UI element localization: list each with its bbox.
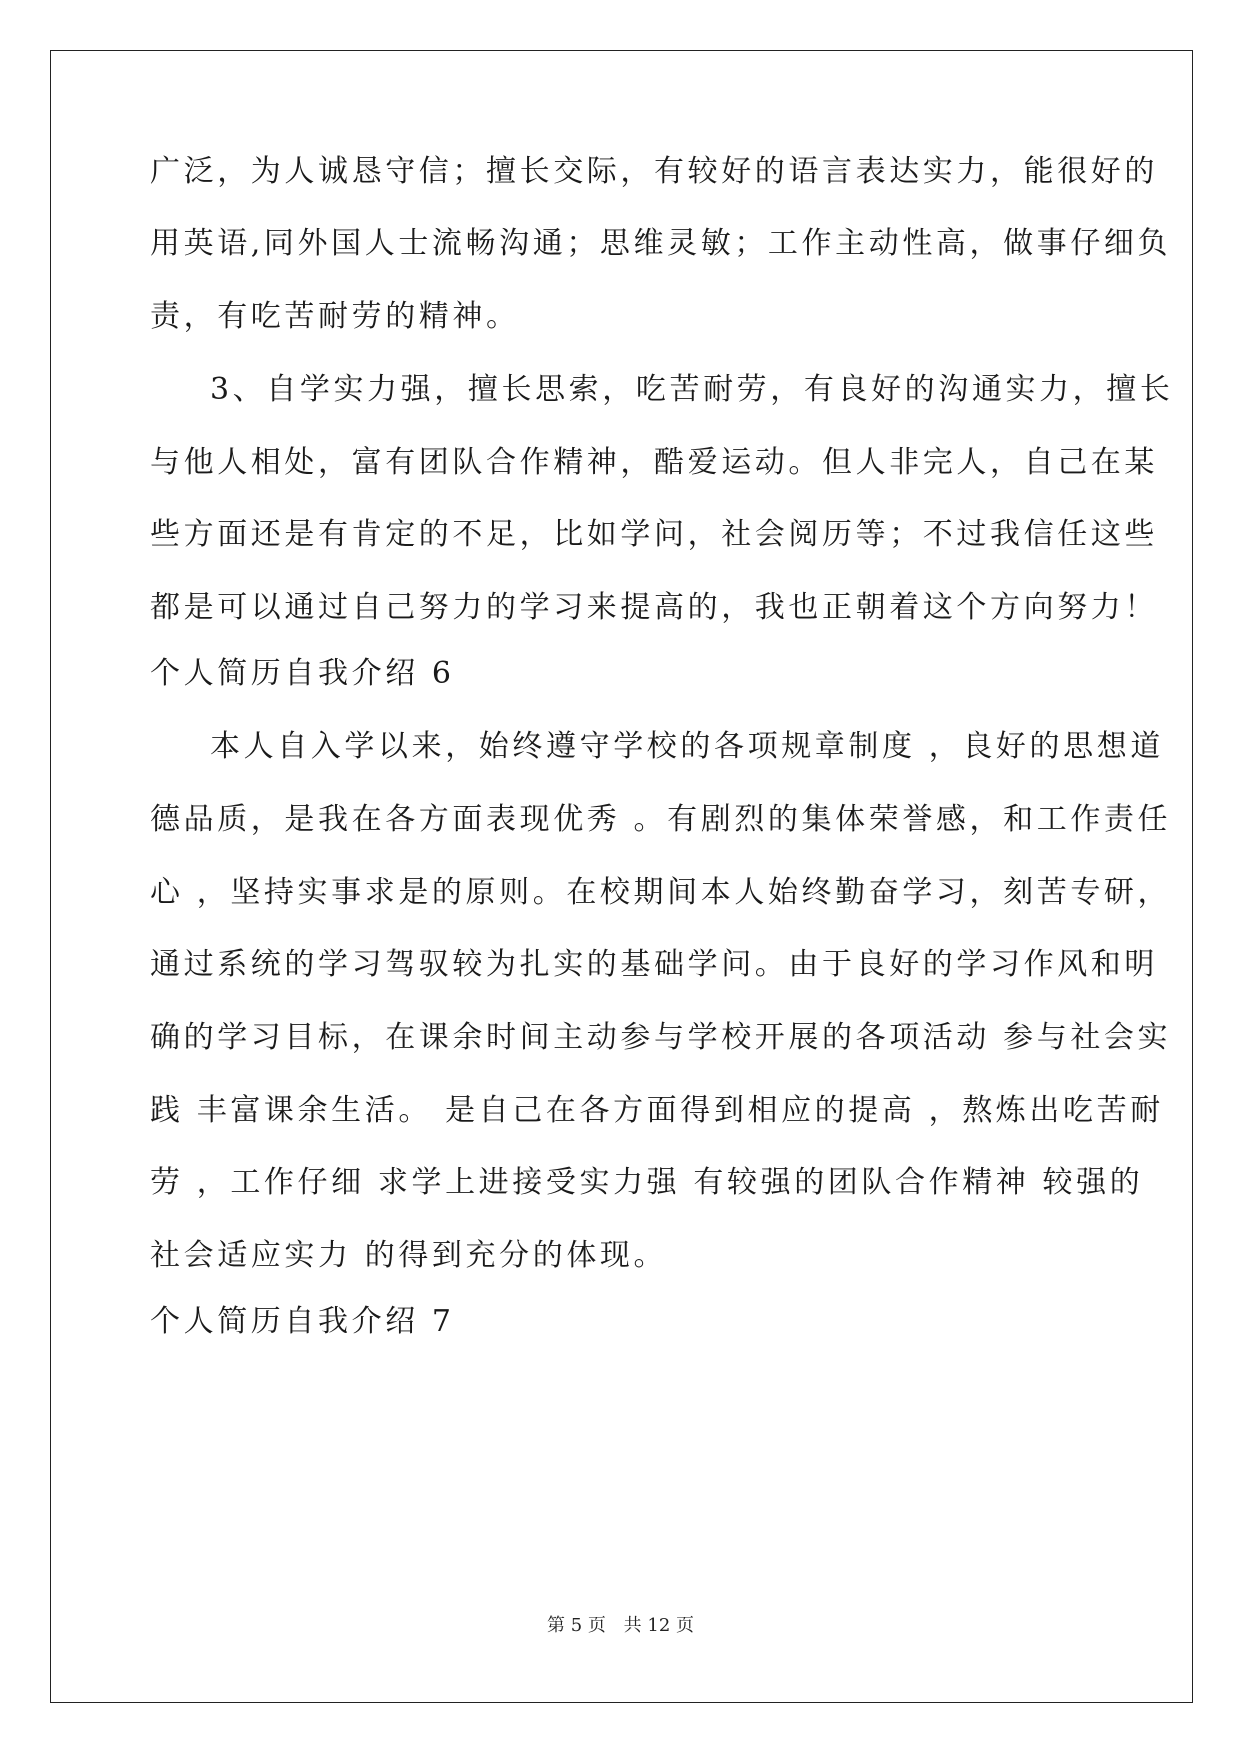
section-heading: 个人简历自我介绍 6 <box>150 656 455 691</box>
paragraph-line: 德品质，是我在各方面表现优秀 。有剧烈的集体荣誉感，和工作责任 <box>150 802 1172 837</box>
paragraph-line: 用英语,同外国人士流畅沟通；思维灵敏；工作主动性高，做事仔细负 <box>150 226 1172 261</box>
paragraph-line: 责，有吃苦耐劳的精神。 <box>150 299 520 334</box>
paragraph-line: 劳 ，工作仔细 求学上进接受实力强 有较强的团队合作精神 较强的 <box>150 1165 1144 1200</box>
paragraph-line: 3、自学实力强，擅长思索，吃苦耐劳，有良好的沟通实力，擅长 <box>210 372 1174 407</box>
paragraph-line: 与他人相处，富有团队合作精神，酷爱运动。但人非完人，自己在某 <box>150 445 1158 480</box>
paragraph-line: 心 ，坚持实事求是的原则。在校期间本人始终勤奋学习，刻苦专研， <box>150 875 1172 910</box>
paragraph-line: 些方面还是有肯定的不足，比如学问，社会阅历等；不过我信任这些 <box>150 517 1158 552</box>
paragraph-line: 通过系统的学习驾驭较为扎实的基础学问。由于良好的学习作风和明 <box>150 947 1158 982</box>
paragraph-line: 践 丰富课余生活。 是自己在各方面得到相应的提高 ，熬炼出吃苦耐 <box>150 1093 1164 1128</box>
paragraph-line: 都是可以通过自己努力的学习来提高的，我也正朝着这个方向努力！ <box>150 590 1158 625</box>
page-footer <box>0 1614 1241 1638</box>
page-number: 第 5 页 <box>547 1615 606 1636</box>
paragraph-line: 本人自入学以来，始终遵守学校的各项规章制度 ，良好的思想道 <box>210 729 1164 764</box>
section-heading: 个人简历自我介绍 7 <box>150 1304 455 1339</box>
paragraph-line: 确的学习目标，在课余时间主动参与学校开展的各项活动 参与社会实 <box>150 1020 1172 1055</box>
page-total: 共 12 页 <box>623 1615 694 1636</box>
paragraph-line: 广泛，为人诚恳守信；擅长交际，有较好的语言表达实力，能很好的 <box>150 154 1158 189</box>
paragraph-line: 社会适应实力 的得到充分的体现。 <box>150 1238 668 1273</box>
